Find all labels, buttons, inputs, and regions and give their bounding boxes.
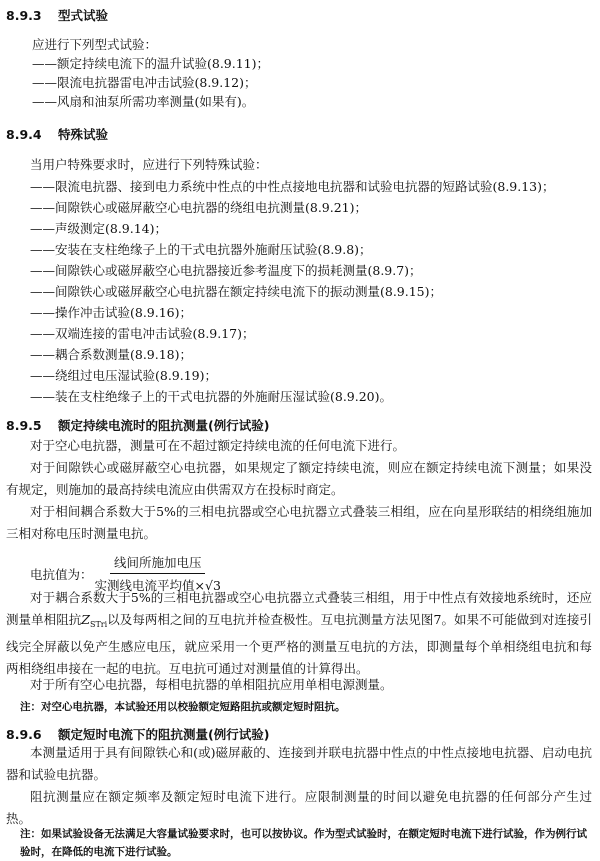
paragraph: 本测量适用于具有间隙铁心和(或)磁屏蔽的、连接到并联电抗器中性点的中性点接地电抗器、启动电抗器和试验电抗器。 [6,745,592,782]
section-title: 型式试验 [58,8,109,23]
paragraph: 阻抗测量应在额定频率及额定短时电流下进行。应限制测量的时间以避免电抗器的任何部分产生过热。 [6,789,592,826]
note: 注：对空心电抗器，本试验还用以校验额定短路阻抗或额定短时阻抗。 [20,701,346,713]
list-item: ——安装在支柱绝缘子上的干式电抗器外施耐压试验(8.9.8)； [30,242,372,257]
list-item: ——耦合系数测量(8.9.18)； [30,347,193,362]
paragraph: 对于空心电抗器，测量可在不超过额定持续电流的任何电流下进行。 [30,438,406,453]
paragraph: 对于相间耦合系数大于5%的三相电抗器或空心电抗器立式叠装三相组，应在向星形联结的相绕组施加三相对称电压时测量电抗。 [6,504,592,541]
section-heading-8-9-5 [6,416,269,434]
section-title: 特殊试验 [58,127,109,142]
paragraph: 对于所有空心电抗器，每相电抗器的单相阻抗应用单相电源测量。 [30,677,393,692]
list-item: ——限流电抗器、接到电力系统中性点的中性点接地电抗器和试验电抗器的短路试验(8.9.13)； [30,179,555,194]
paragraph-text: 对于耦合系数大于5%的三相电抗器或空心电抗器立式叠装三相组，用于中性点有效接地系统时，还应测量单相阻抗 [6,590,592,627]
symbol-z: Z [81,612,90,627]
section-title: 额定短时电流下的阻抗测量(例行试验) [58,727,270,742]
list-item: ——限流电抗器雷电冲击试验(8.9.12)； [32,75,257,90]
list-item: ——风扇和油泵所需功率测量(如果有)。 [32,94,255,109]
list-item: ——绕组过电压湿试验(8.9.19)； [30,368,218,383]
section-heading-8-9-3 [6,6,108,24]
list-item: ——间隙铁心或磁屏蔽空心电抗器的绕组电抗测量(8.9.21)； [30,200,368,215]
section-title: 额定持续电流时的阻抗测量(例行试验) [58,418,270,433]
section-number: 8.9.3 [6,8,42,23]
list-item: ——装在支柱绝缘子上的干式电抗器的外施耐压湿试验(8.9.20)。 [30,389,393,404]
note: 注：如果试验设备无法满足大容量试验要求时，也可以按协议。作为型式试验时，在额定短时电流下进行试验，作为例行试验时，在降低的电流下进行试验。 [20,828,587,858]
section-intro: 当用户特殊要求时，应进行下列特殊试验： [30,157,268,172]
paragraph: 对于间隙铁心或磁屏蔽空心电抗器，如果规定了额定持续电流，则应在额定持续电流下测量；如果没有规定，则施加的最高持续电流应由供需双方在投标时商定。 [6,460,592,497]
section-intro: 应进行下列型式试验： [32,37,158,52]
formula-denominator: 实测线电流平均值×√3 [94,578,221,593]
list-item: ——额定持续电流下的温升试验(8.9.11)； [32,56,270,71]
list-item: ——间隙铁心或磁屏蔽空心电抗器接近参考温度下的损耗测量(8.9.7)； [30,263,422,278]
section-heading-8-9-6 [6,725,269,743]
formula-numerator: 线间所施加电压 [110,553,206,574]
paragraph [6,587,592,680]
list-item: ——双端连接的雷电冲击试验(8.9.17)； [30,326,255,341]
list-item: ——操作冲击试验(8.9.16)； [30,305,193,320]
list-item: ——间隙铁心或磁屏蔽空心电抗器在额定持续电流下的振动测量(8.9.15)； [30,284,443,299]
section-number: 8.9.4 [6,127,42,142]
section-heading-8-9-4 [6,125,108,143]
list-item: ——声级测定(8.9.14)； [30,221,168,236]
formula-label: 电抗值为： [30,566,93,582]
section-number: 8.9.5 [6,418,42,433]
symbol-subscript: STri [89,620,108,629]
section-number: 8.9.6 [6,727,42,742]
paragraph-text: 以及每两相之间的互电抗并检查极性。互电抗测量方法见图7。如果不可能做到对连接引线完全屏蔽以免产生感应电压，就应采用一个更严格的测量互电抗的方法，即测量每个单相绕组电抗和每两相绕组串接在一起的电抗。互电抗可通过对测量值的计算得出。 [6,612,592,676]
